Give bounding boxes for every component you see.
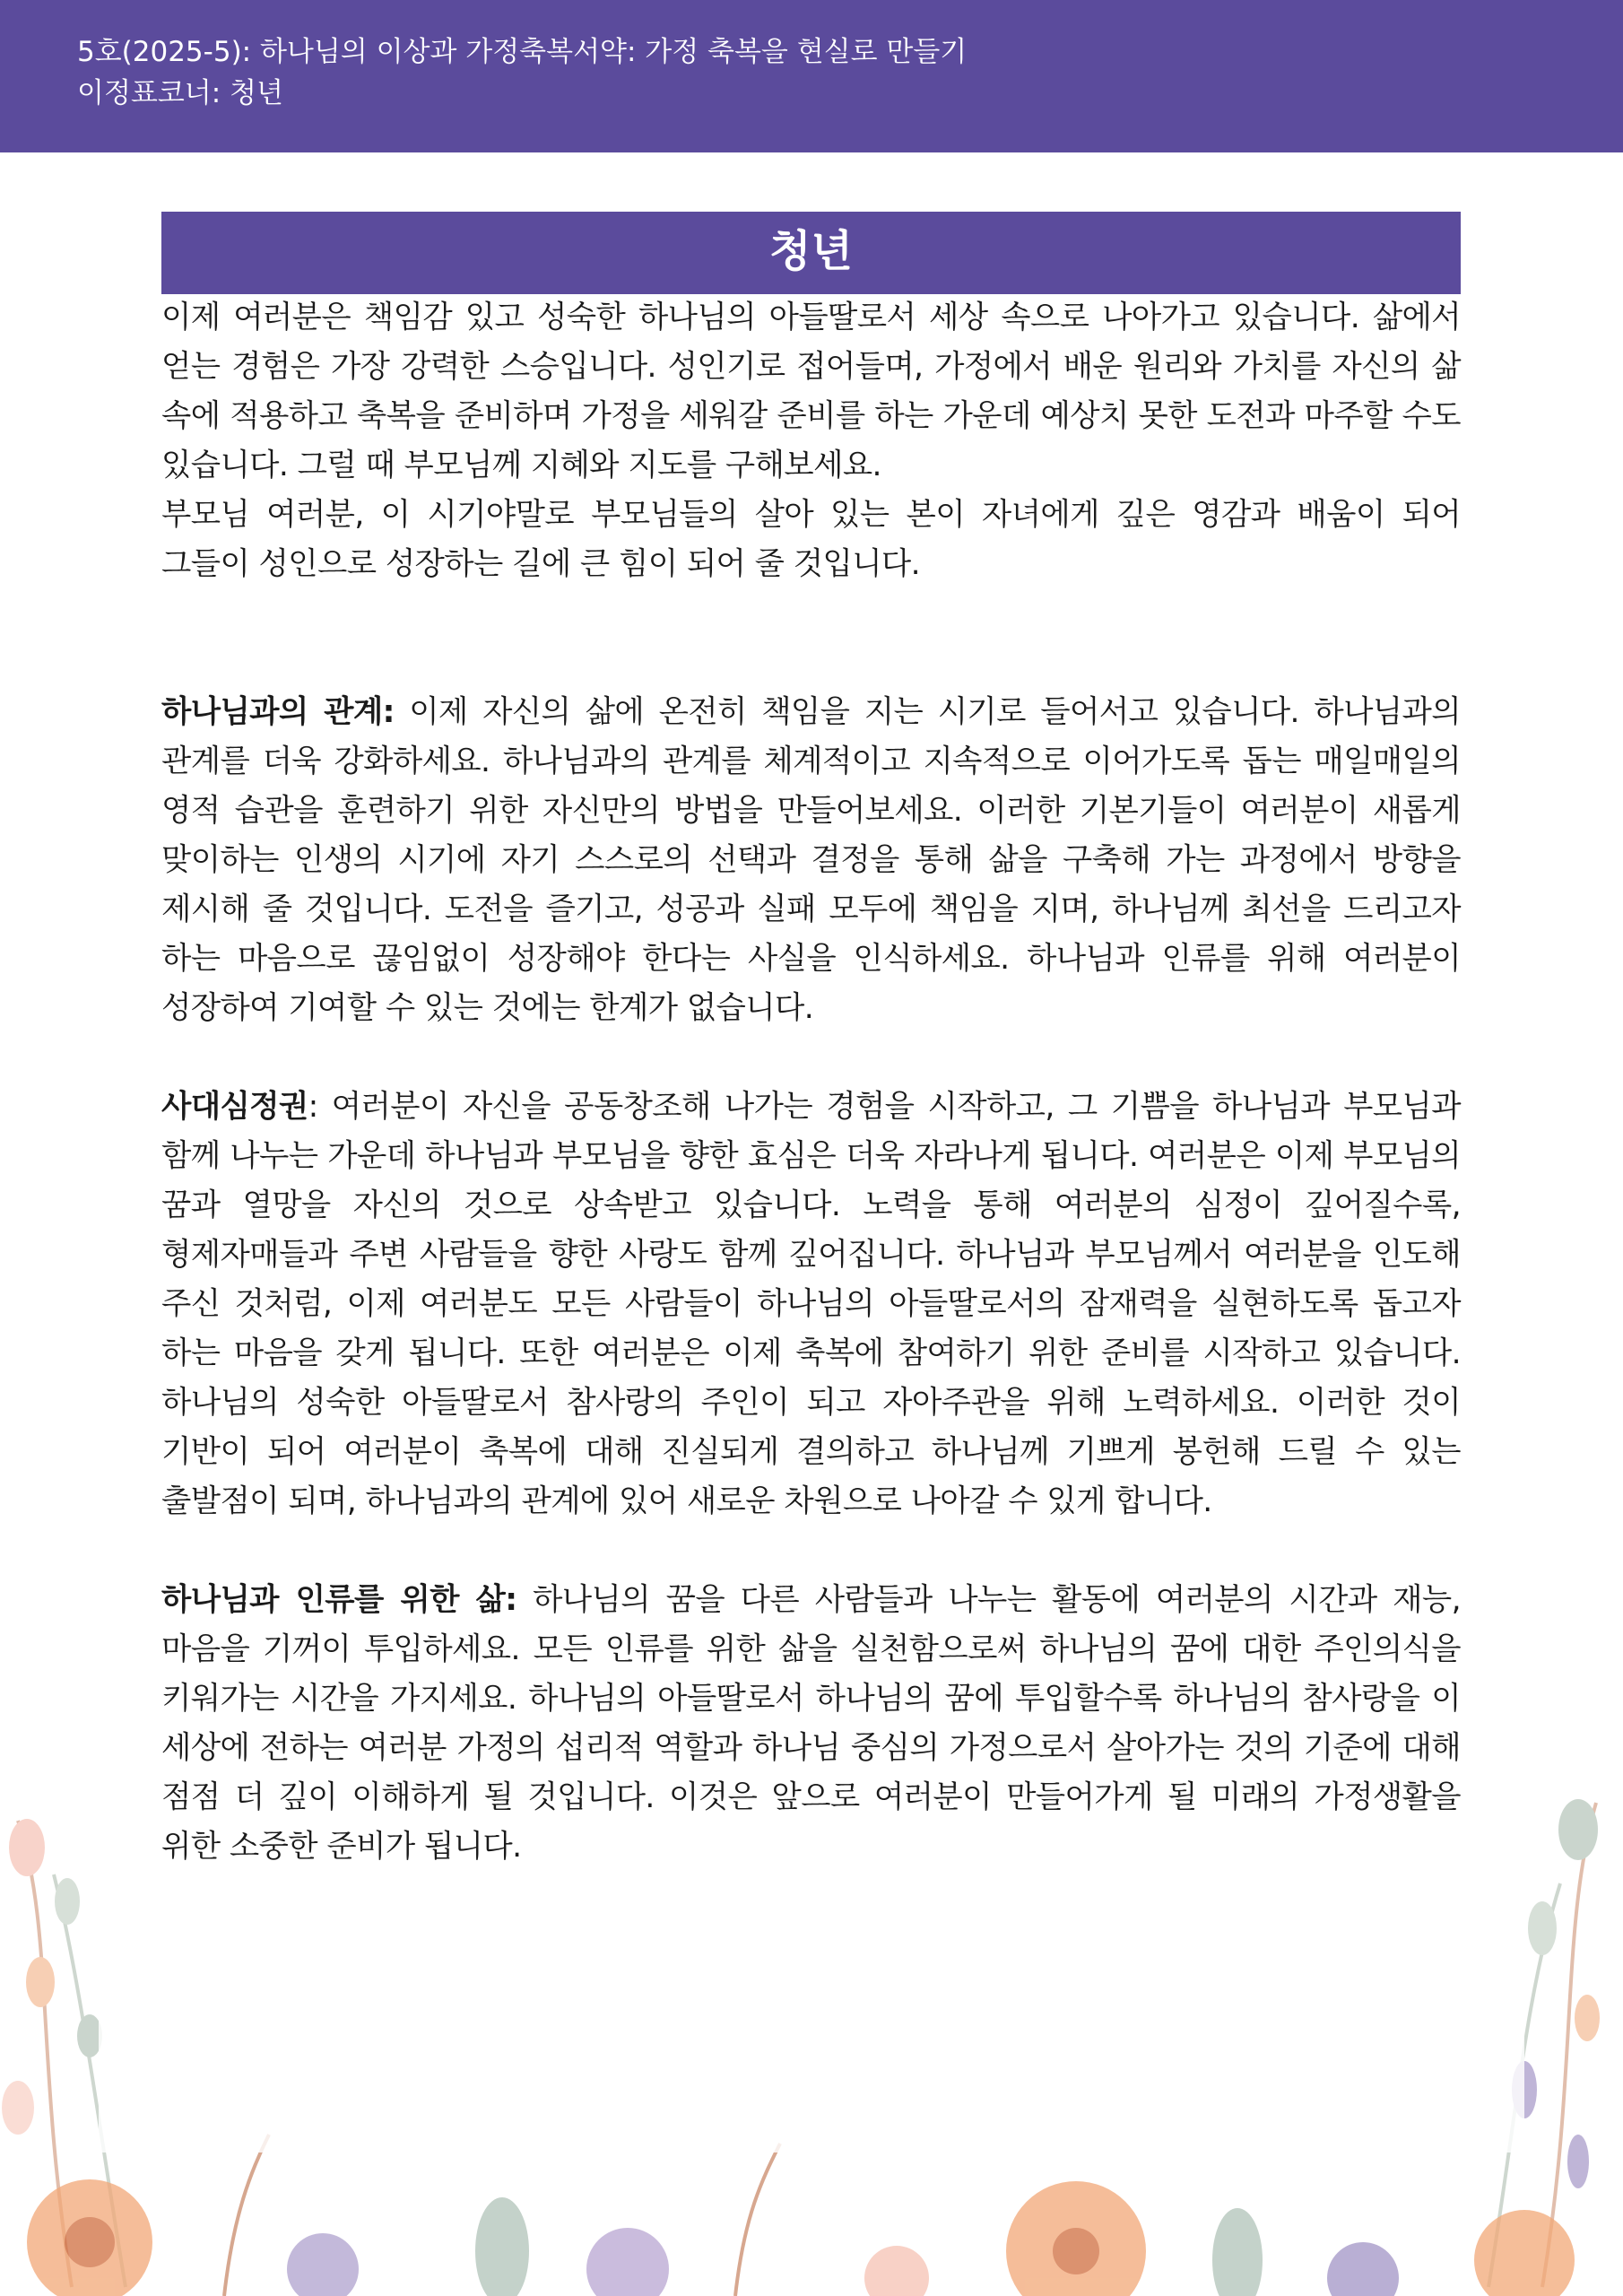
intro-paragraph: 이제 여러분은 책임감 있고 성숙한 하나님의 아들딸로서 세상 속으로 나아가고 있습니다. 삶에서 얻는 경험은 가장 강력한 스승입니다. 성인기로 접어들며, 가정에서 배운 원리와 가치를 자신의 삶 속에 적용하고 축복을 준비하며 가정을 세워갈 준비를 하는 가운데 예상치 못한 도전과 마주할 수도 있습니다. 그럴 때 부모님께 지혜와 지도를 구해보세요. (161, 300, 1461, 483)
life-for-god-and-humanity-text: 하나님의 꿈을 다른 사람들과 나누는 활동에 여러분의 시간과 재능, 마음을 기꺼이 투입하세요. 모든 인류를 위한 삶을 실천함으로써 하나님의 꿈에 대한 주인의식을 키워가는 시간을 가지세요. 하나님의 아들딸로서 하나님의 꿈에 투입할수록 하나님의 참사랑을 이 세상에 전하는 여러분 가정의 섭리적 역할과 하나님 중심의 가정으로서 살아가는 것의 기준에 대해 점점 더 깊이 이해하게 될 것입니다. 이것은 앞으로 여러분이 만들어가게 될 미래의 가정생활을 위한 소중한 준비가 됩니다. (161, 1582, 1461, 1865)
section-title: 청년 (161, 212, 1461, 294)
life-for-god-and-humanity-heading: 하나님과 인류를 위한 삶: (161, 1582, 517, 1618)
issue-title: 5호(2025-5): 하나님의 이상과 가정축복서약: 가정 축복을 현실로 만들기 (77, 36, 968, 68)
relationship-with-god-text: 이제 자신의 삶에 온전히 책임을 지는 시기로 들어서고 있습니다. 하나님과의 관계를 더욱 강화하세요. 하나님과의 관계를 체계적이고 지속적으로 이어가도록 돕는 매일매일의 영적 습관을 훈련하기 위한 자신만의 방법을 만들어보세요. 이러한 기본기들이 여러분이 새롭게 맞이하는 인생의 시기에 자기 스스로의 선택과 결정을 통해 삶을 구축해 가는 과정에서 방향을 제시해 줄 것입니다. 도전을 즐기고, 성공과 실패 모두에 책임을 지며, 하나님께 최선을 드리고자 하는 마음으로 끊임없이 성장해야 한다는 사실을 인식하세요. 하나님과 인류를 위해 여러분이 성장하여 기여할 수 있는 것에는 한계가 없습니다. (161, 694, 1461, 1026)
four-realms-of-heart-text: : 여러분이 자신을 공동창조해 나가는 경험을 시작하고, 그 기쁨을 하나님과 부모님과 함께 나누는 가운데 하나님과 부모님을 향한 효심은 더욱 자라나게 됩니다. 여러분은 이제 부모님의 꿈과 열망을 자신의 것으로 상속받고 있습니다. 노력을 통해 여러분의 심정이 깊어질수록, 형제자매들과 주변 사람들을 향한 사랑도 함께 깊어집니다. 하나님과 부모님께서 여러분을 인도해 주신 것처럼, 이제 여러분도 모든 사람들이 하나님의 아들딸로서의 잠재력을 실현하도록 돕고자 하는 마음을 갖게 됩니다. 또한 여러분은 이제 축복에 참여하기 위한 준비를 시작하고 있습니다. 하나님의 성숙한 아들딸로서 참사랑의 주인이 되고 자아주관을 위해 노력하세요. 이러한 것이 기반이 되어 여러분이 축복에 대해 진실되게 결의하고 하나님께 기쁘게 봉헌해 드릴 수 있는 출발점이 되며, 하나님과의 관계에 있어 새로운 차원으로 나아갈 수 있게 합니다. (161, 1089, 1461, 1519)
corner-label: 이정표코너: 청년 (77, 77, 283, 109)
header-bar (0, 0, 1623, 152)
intro-parents-paragraph: 부모님 여러분, 이 시기야말로 부모님들의 살아 있는 본이 자녀에게 깊은 영감과 배움이 되어 그들이 성인으로 성장하는 길에 큰 힘이 되어 줄 것입니다. (161, 497, 1461, 582)
life-for-god-and-humanity-paragraph (161, 1576, 1461, 1872)
four-realms-of-heart-paragraph (161, 1083, 1461, 1526)
article-body (161, 293, 1461, 1872)
relationship-with-god-heading: 하나님과의 관계: (161, 694, 395, 730)
four-realms-of-heart-heading: 사대심정권 (161, 1089, 308, 1125)
white-backdrop (99, 1848, 1524, 2152)
relationship-with-god-paragraph (161, 688, 1461, 1033)
